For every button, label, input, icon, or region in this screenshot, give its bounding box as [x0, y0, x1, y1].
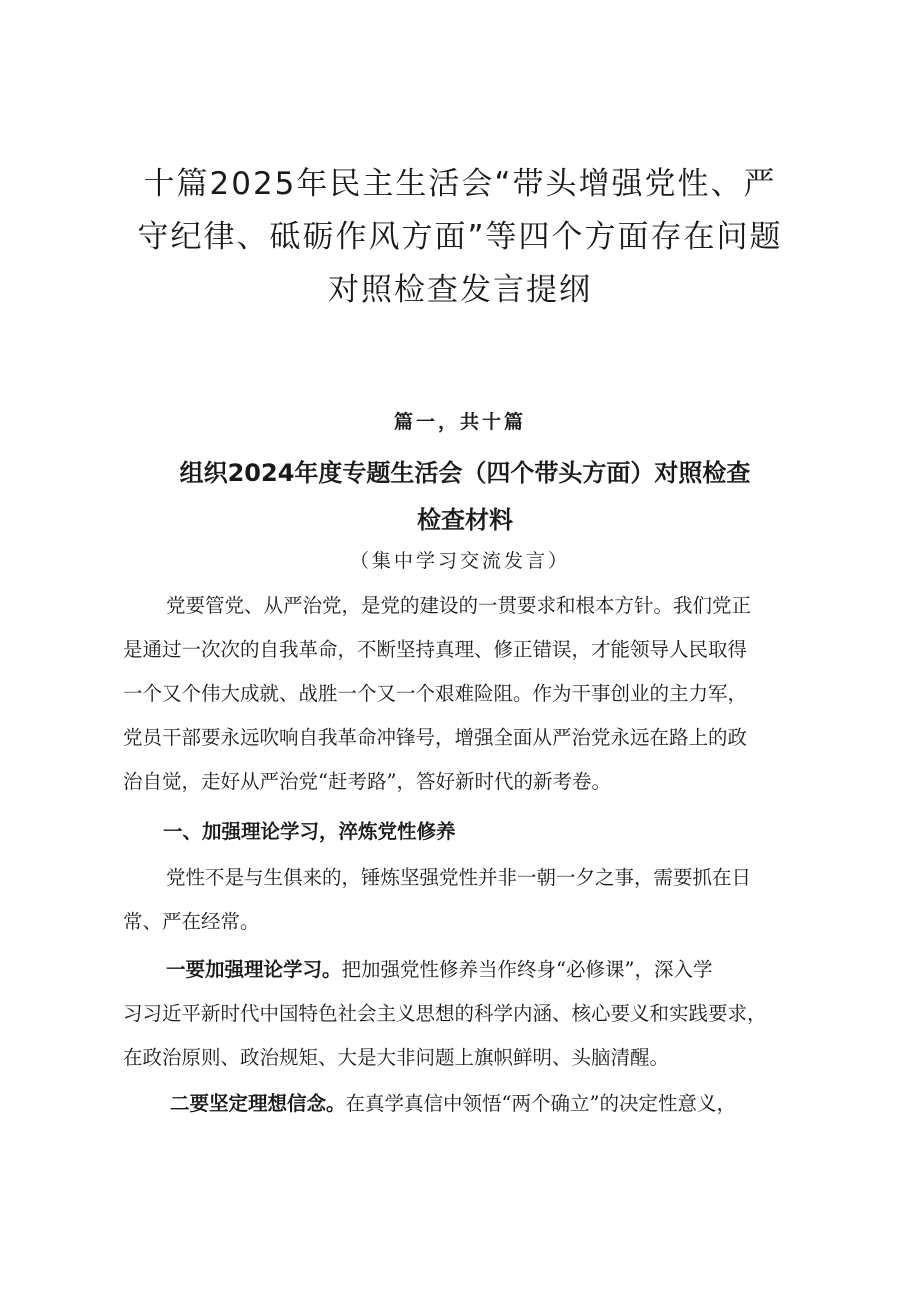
subtitle-line-1: 组织2024年度专题生活会（四个带头方面）对照检查 — [179, 459, 751, 487]
section-1-intro-line-1: 党性不是与生俱来的，锤炼坚强党性并非一朝一夕之事，需要抓在日 — [166, 866, 752, 889]
point-1-paragraph — [123, 948, 813, 1080]
point-2-line-1-rest: 在真学真信中领悟“两个确立”的决定性意义， — [345, 1092, 736, 1115]
intro-line-3: 一个又个伟大成就、战胜一个又一个艰难险阻。作为干事创业的主力军， — [123, 682, 748, 705]
point-1-line-3: 在政治原则、政治规矩、大是大非问题上旗帜鲜明、头脑清醒。 — [123, 1046, 670, 1069]
subtitle-note: （集中学习交流发言） — [349, 550, 570, 572]
subtitle-line-2: 检查材料 — [417, 506, 513, 534]
intro-line-2: 是通过一次次的自我革命，不断坚持真理、修正错误，才能领导人民取得 — [123, 638, 748, 661]
point-1-lead: 一要加强理论学习。 — [166, 958, 342, 981]
part-label: 篇一，共十篇 — [393, 411, 526, 433]
title-line-2: 守纪律、砥砺作风方面”等四个方面存在问题 — [137, 219, 783, 255]
section-1-intro-line-2: 常、严在经常。 — [123, 910, 260, 933]
intro-line-5: 治自觉，走好从严治党“赶考路”，答好新时代的新考卷。 — [123, 770, 611, 793]
document-title — [110, 158, 810, 317]
title-line-3: 对照检查发言提纲 — [328, 272, 592, 308]
point-2-line-1 — [123, 1082, 813, 1126]
intro-line-4: 党员干部要永远吹响自我革命冲锋号，增强全面从严治党永远在路上的政 — [123, 726, 748, 749]
point-1-line-2: 习习近平新时代中国特色社会主义思想的科学内涵、核心要义和实践要求， — [123, 1002, 767, 1025]
point-2-paragraph — [123, 1082, 813, 1126]
point-2-lead: 二要坚定理想信念。 — [170, 1092, 346, 1115]
section-1-heading: 一、加强理论学习，淬炼党性修养 — [163, 820, 456, 843]
title-line-1: 十篇2025年民主生活会“带头增强党性、严 — [143, 166, 777, 202]
intro-paragraph — [123, 584, 813, 804]
intro-line-1: 党要管党、从严治党，是党的建设的一贯要求和根本方针。我们党正 — [166, 594, 752, 617]
point-1-line-1 — [123, 948, 813, 992]
point-1-line-1-rest: 把加强党性修养当作终身“必修课”，深入学 — [341, 958, 713, 981]
section-1-intro — [123, 856, 813, 944]
section-subtitle — [120, 450, 810, 544]
